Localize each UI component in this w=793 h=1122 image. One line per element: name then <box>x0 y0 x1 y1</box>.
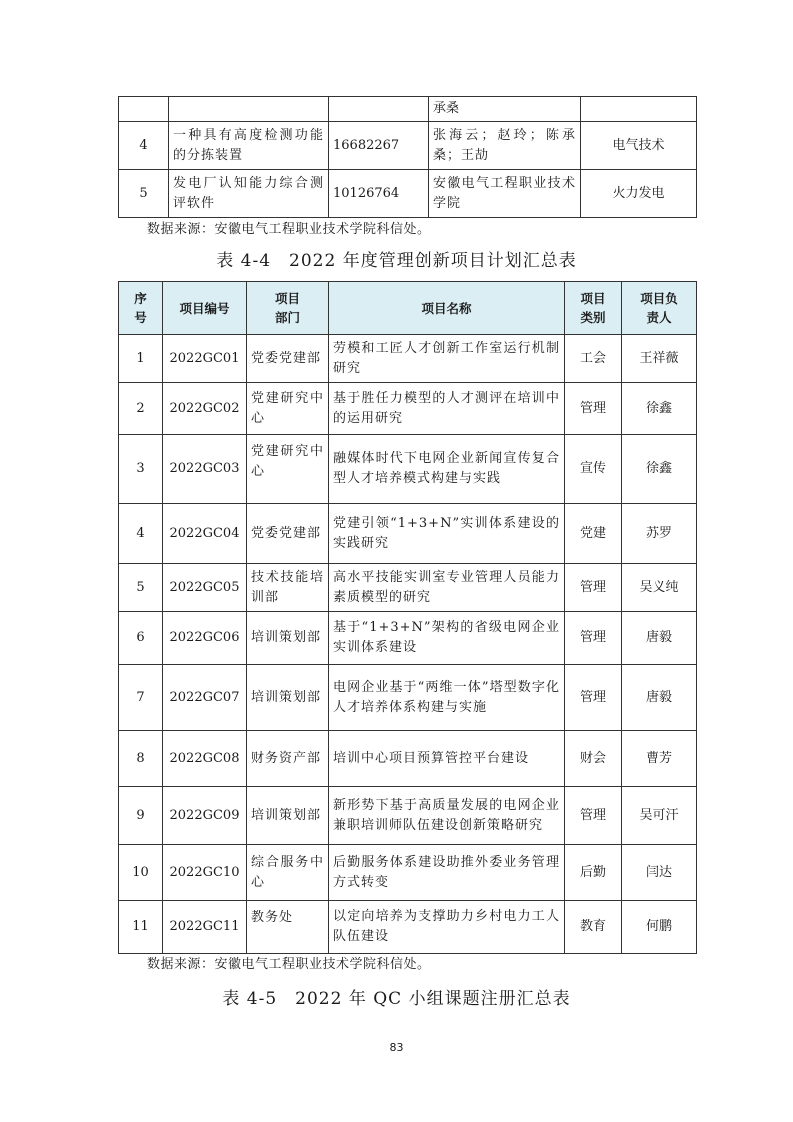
header-category <box>565 282 622 335</box>
cell-dept: 教务处 <box>247 901 329 954</box>
cell-name: 后勤服务体系建设助推外委业务管理方式转变 <box>329 845 565 901</box>
cell-dept: 党委党建部 <box>247 504 329 564</box>
cell-name: 新形势下基于高质量发展的电网企业兼职培训师队伍建设创新策略研究 <box>329 787 565 845</box>
cell-name <box>169 97 329 122</box>
header-no <box>119 282 163 335</box>
cell-code: 2022GC10 <box>163 845 247 901</box>
cell-leader: 唐毅 <box>622 665 697 731</box>
management-innovation-table <box>118 281 697 954</box>
table-caption: 表 4-5 2022 年 QC 小组课题注册汇总表 <box>222 989 571 1009</box>
cell-no: 6 <box>119 612 163 665</box>
table-row <box>119 97 697 122</box>
cell-no: 1 <box>119 335 163 383</box>
cell-dept: 财务资产部 <box>247 731 329 787</box>
table-row <box>119 170 697 218</box>
cell-leader: 苏罗 <box>622 504 697 564</box>
cell-dept: 技术技能培训部 <box>247 564 329 612</box>
cell-no <box>119 97 169 122</box>
header-category-label: 项目类别 <box>580 291 606 325</box>
cell-leader: 唐毅 <box>622 612 697 665</box>
cell-no: 8 <box>119 731 163 787</box>
cell-name: 发电厂认知能力综合测评软件 <box>169 170 329 218</box>
header-code: 项目编号 <box>163 282 247 335</box>
cell-field: 火力发电 <box>581 170 697 218</box>
cell-category: 宣传 <box>565 435 622 504</box>
cell-leader: 闫达 <box>622 845 697 901</box>
cell-category: 管理 <box>565 564 622 612</box>
cell-no: 2 <box>119 383 163 435</box>
cell-name: 电网企业基于“两维一体”塔型数字化人才培养体系构建与实施 <box>329 665 565 731</box>
table-caption: 表 4-4 2022 年度管理创新项目计划汇总表 <box>216 251 577 271</box>
cell-code: 2022GC05 <box>163 564 247 612</box>
table-row <box>119 845 697 901</box>
cell-name: 党建引领“1+3+N”实训体系建设的实践研究 <box>329 504 565 564</box>
cell-code: 2022GC06 <box>163 612 247 665</box>
cell-category: 财会 <box>565 731 622 787</box>
cell-people: 承桑 <box>429 97 581 122</box>
cell-name: 基于“1+3+N”架构的省级电网企业实训体系建设 <box>329 612 565 665</box>
cell-dept: 综合服务中心 <box>247 845 329 901</box>
table-row <box>119 335 697 383</box>
cell-code: 16682267 <box>329 122 429 170</box>
cell-dept: 党建研究中心 <box>247 435 329 504</box>
cell-leader: 吴义纯 <box>622 564 697 612</box>
cell-category: 管理 <box>565 383 622 435</box>
cell-leader: 曹芳 <box>622 731 697 787</box>
cell-dept: 党委党建部 <box>247 335 329 383</box>
cell-dept: 培训策划部 <box>247 787 329 845</box>
source-note: 数据来源：安徽电气工程职业技术学院科信处。 <box>147 222 431 237</box>
table-row <box>119 504 697 564</box>
cell-no: 11 <box>119 901 163 954</box>
cell-category: 党建 <box>565 504 622 564</box>
table-row <box>119 901 697 954</box>
cell-leader: 徐鑫 <box>622 383 697 435</box>
cell-field: 电气技术 <box>581 122 697 170</box>
cell-name: 融媒体时代下电网企业新闻宣传复合型人才培养模式构建与实践 <box>329 435 565 504</box>
cell-code: 2022GC09 <box>163 787 247 845</box>
source-note: 数据来源：安徽电气工程职业技术学院科信处。 <box>147 957 431 972</box>
header-dept-label: 项目部门 <box>274 291 300 325</box>
table-row <box>119 122 697 170</box>
cell-code: 2022GC02 <box>163 383 247 435</box>
table-row <box>119 731 697 787</box>
cell-dept: 培训策划部 <box>247 665 329 731</box>
cell-category: 管理 <box>565 612 622 665</box>
table-row <box>119 383 697 435</box>
header-dept <box>247 282 329 335</box>
header-name: 项目名称 <box>329 282 565 335</box>
cell-code: 2022GC04 <box>163 504 247 564</box>
cell-no: 7 <box>119 665 163 731</box>
cell-no: 5 <box>119 170 169 218</box>
cell-category: 管理 <box>565 787 622 845</box>
cell-no: 5 <box>119 564 163 612</box>
cell-category: 管理 <box>565 665 622 731</box>
cell-code: 2022GC11 <box>163 901 247 954</box>
header-leader-label: 项目负责人 <box>640 291 678 325</box>
table-row <box>119 787 697 845</box>
table-row <box>119 564 697 612</box>
cell-no: 3 <box>119 435 163 504</box>
table-row <box>119 435 697 504</box>
cell-category: 后勤 <box>565 845 622 901</box>
cell-no: 4 <box>119 504 163 564</box>
cell-no: 4 <box>119 122 169 170</box>
cell-name: 培训中心项目预算管控平台建设 <box>329 731 565 787</box>
cell-code: 2022GC01 <box>163 335 247 383</box>
cell-name: 基于胜任力模型的人才测评在培训中的运用研究 <box>329 383 565 435</box>
table-row <box>119 665 697 731</box>
page-number: 83 <box>389 1041 404 1054</box>
cell-code: 2022GC07 <box>163 665 247 731</box>
cell-people: 安徽电气工程职业技术学院 <box>429 170 581 218</box>
cell-name: 以定向培养为支撑助力乡村电力工人队伍建设 <box>329 901 565 954</box>
cell-code: 10126764 <box>329 170 429 218</box>
cell-category: 工会 <box>565 335 622 383</box>
cell-name: 一种具有高度检测功能的分拣装置 <box>169 122 329 170</box>
cell-leader: 何鹏 <box>622 901 697 954</box>
cell-leader: 王祥薇 <box>622 335 697 383</box>
cell-field <box>581 97 697 122</box>
cell-leader: 吴可汗 <box>622 787 697 845</box>
cell-no: 9 <box>119 787 163 845</box>
cell-category: 教育 <box>565 901 622 954</box>
cell-code: 2022GC08 <box>163 731 247 787</box>
cell-leader: 徐鑫 <box>622 435 697 504</box>
header-leader <box>622 282 697 335</box>
cell-code <box>329 97 429 122</box>
cell-dept: 培训策划部 <box>247 612 329 665</box>
cell-name: 劳模和工匠人才创新工作室运行机制研究 <box>329 335 565 383</box>
cell-no: 10 <box>119 845 163 901</box>
header-no-label: 序号 <box>134 291 147 325</box>
cell-name: 高水平技能实训室专业管理人员能力素质模型的研究 <box>329 564 565 612</box>
table-row <box>119 612 697 665</box>
table-header-row <box>119 282 697 335</box>
patent-continuation-table <box>118 96 697 218</box>
cell-code: 2022GC03 <box>163 435 247 504</box>
cell-dept: 党建研究中心 <box>247 383 329 435</box>
cell-people: 张海云；赵玲；陈承桑；王劼 <box>429 122 581 170</box>
